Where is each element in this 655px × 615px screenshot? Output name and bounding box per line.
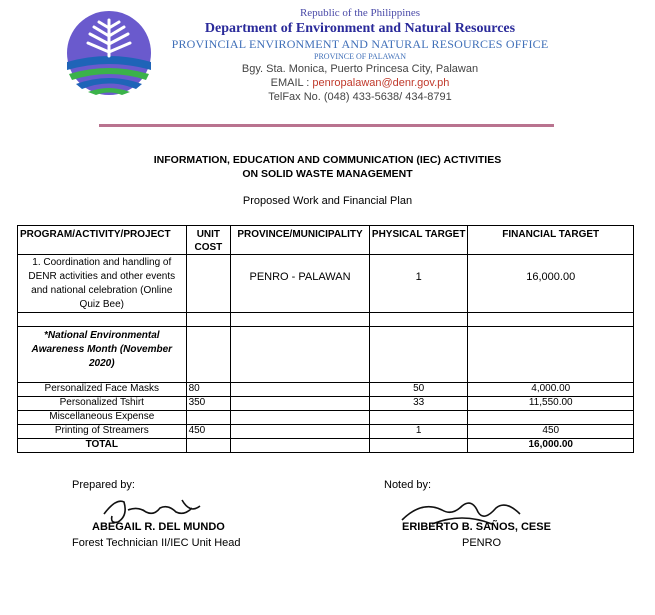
cell-physical-target: 1: [369, 255, 468, 313]
cell-activity: Personalized Tshirt: [18, 397, 187, 411]
header-divider: [99, 124, 554, 127]
cell-province: [231, 313, 370, 327]
cell-financial-target: [468, 411, 634, 425]
cell-province: [231, 327, 370, 383]
cell-unit-cost: 450: [186, 425, 231, 439]
cell-financial-target: 4,000.00: [468, 383, 634, 397]
cell-province: PENRO - PALAWAN: [231, 255, 370, 313]
cell-province: [231, 439, 370, 453]
prepared-by-label: Prepared by:: [72, 479, 135, 491]
email-line: [150, 76, 570, 90]
cell-activity: [18, 313, 187, 327]
noted-by-label: Noted by:: [384, 479, 432, 491]
republic-line: Republic of the Philippines: [299, 7, 421, 19]
title-line-2: ON SOLID WASTE MANAGEMENT: [242, 168, 413, 180]
address-line: Bgy. Sta. Monica, Puerto Princesa City, Palawan: [241, 63, 479, 75]
table-total-row: [18, 439, 634, 453]
cell-financial-target: [468, 313, 634, 327]
office-line: PROVINCIAL ENVIRONMENT AND NATURAL RESOURCES OFFICE: [171, 37, 549, 51]
cell-unit-cost: [186, 439, 231, 453]
email-label: EMAIL :: [270, 77, 313, 89]
cell-physical-target: 33: [369, 397, 468, 411]
cell-province: [231, 425, 370, 439]
cell-physical-target: [369, 327, 468, 383]
table-header-row: [18, 226, 634, 255]
cell-total-label: TOTAL: [18, 439, 187, 453]
title-line-1: INFORMATION, EDUCATION AND COMMUNICATION (IEC) ACTIVITIES: [153, 154, 502, 166]
prepared-by-name: ABEGAIL R. DEL MUNDO: [92, 521, 225, 533]
cell-province: [231, 397, 370, 411]
cell-unit-cost: [186, 327, 231, 383]
table-row: [18, 255, 634, 313]
col-header-province: PROVINCE/MUNICIPALITY: [231, 226, 370, 255]
cell-physical-target: [369, 313, 468, 327]
denr-logo: [66, 10, 152, 96]
cell-total-amount: 16,000.00: [468, 439, 634, 453]
noted-by-name: ERIBERTO B. SAÑOS, CESE: [402, 521, 551, 533]
document-subtitle: Proposed Work and Financial Plan: [242, 195, 413, 207]
prepared-by-title: Forest Technician II/IEC Unit Head: [72, 537, 241, 549]
col-header-program: PROGRAM/ACTIVITY/PROJECT: [18, 226, 187, 255]
cell-unit-cost: [186, 313, 231, 327]
cell-activity: Miscellaneous Expense: [18, 411, 187, 425]
noted-by-title: PENRO: [462, 537, 502, 549]
table-row: [18, 397, 634, 411]
cell-unit-cost: 80: [186, 383, 231, 397]
cell-physical-target: 1: [369, 425, 468, 439]
table-row: [18, 327, 634, 383]
table-row: [18, 383, 634, 397]
telfax-line: TelFax No. (048) 433-5638/ 434-8791: [268, 91, 452, 103]
cell-physical-target: [369, 439, 468, 453]
work-financial-plan-table: [17, 225, 634, 453]
col-header-unit-cost: UNIT COST: [186, 226, 231, 255]
cell-financial-target: [468, 327, 634, 383]
table-row: [18, 411, 634, 425]
cell-physical-target: 50: [369, 383, 468, 397]
cell-financial-target: 11,550.00: [468, 397, 634, 411]
cell-activity: *National Environmental Awareness Month (November 2020): [18, 327, 187, 383]
letterhead: [150, 6, 570, 104]
cell-financial-target: 16,000.00: [468, 255, 634, 313]
province-line: PROVINCE OF PALAWAN: [314, 52, 406, 61]
cell-activity: Personalized Face Masks: [18, 383, 187, 397]
email-link[interactable]: penropalawan@denr.gov.ph: [312, 77, 450, 89]
cell-unit-cost: [186, 255, 231, 313]
cell-activity: Printing of Streamers: [18, 425, 187, 439]
department-line: Department of Environment and Natural Resources: [204, 21, 516, 36]
cell-unit-cost: 350: [186, 397, 231, 411]
document-title: [0, 153, 655, 181]
cell-province: [231, 383, 370, 397]
col-header-financial-target: FINANCIAL TARGET: [468, 226, 634, 255]
col-header-physical-target: PHYSICAL TARGET: [369, 226, 468, 255]
cell-physical-target: [369, 411, 468, 425]
cell-province: [231, 411, 370, 425]
cell-unit-cost: [186, 411, 231, 425]
cell-financial-target: 450: [468, 425, 634, 439]
table-row: [18, 313, 634, 327]
table-row: [18, 425, 634, 439]
cell-activity: 1. Coordination and handling of DENR activities and other events and national celebration (Online Quiz Bee): [18, 255, 187, 313]
